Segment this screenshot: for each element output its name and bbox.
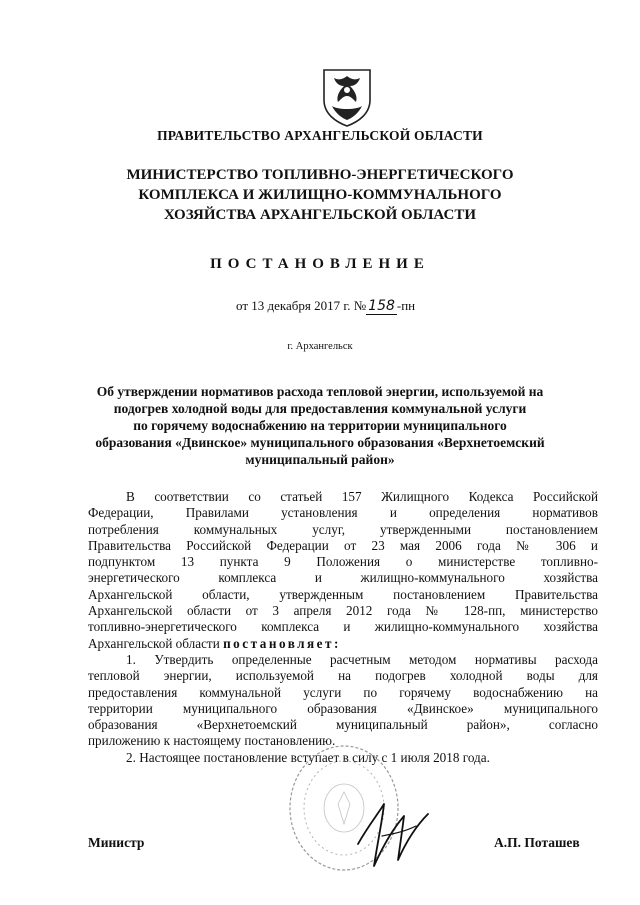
- preamble-line: Архангельской области, утвержденным постановлением Правительства: [88, 586, 598, 602]
- coat-of-arms-emblem: [318, 66, 376, 128]
- decree-heading: ПОСТАНОВЛЕНИЕ: [210, 256, 430, 272]
- preamble-line: энергетического комплекса и жилищно-коммунального хозяйства: [88, 570, 598, 586]
- decree-number: 158: [368, 298, 395, 314]
- item2-line: 2. Настоящее постановление вступает в силу с 1 июля 2018 года.: [126, 749, 490, 765]
- item1-line: территории муниципального образования «Двинское» муниципального: [88, 700, 598, 716]
- subject-line: муниципальный район»: [245, 452, 395, 467]
- preamble-line: В соответствии со статьей 157 Жилищного Кодекса Российской: [126, 489, 598, 504]
- ministry-title-line: ХОЗЯЙСТВА АРХАНГЕЛЬСКОЙ ОБЛАСТИ: [163, 207, 477, 223]
- item1-line: образования «Верхнетоемский муниципальный район», согласно: [88, 717, 598, 733]
- subject-line: Об утверждении нормативов расхода тепловой энергии, используемой на: [96, 384, 544, 399]
- subject-line: образования «Двинское» муниципального образования «Верхнетоемский: [95, 435, 545, 450]
- signatory-position: Министр: [88, 835, 145, 850]
- decree-city: г. Архангельск: [287, 341, 353, 352]
- item1-line: 1. Утвердить определенные расчетным методом нормативы расхода: [126, 651, 598, 667]
- item1-last-line: приложению к настоящему постановлению.: [88, 733, 336, 749]
- decree-body: [88, 489, 598, 766]
- preamble-last-line: [88, 636, 598, 652]
- subject-line: подогрев холодной воды для предоставления коммунальной услуги: [113, 401, 527, 416]
- decree-number-suffix: -пн: [396, 298, 416, 313]
- item1-line: тепловой энергии, используемой на подогрев холодной воды для: [88, 668, 598, 684]
- handwritten-signature: [352, 796, 432, 872]
- ministry-title: [0, 165, 640, 225]
- decree-date: от 13 декабря 2017 г. №: [236, 298, 367, 313]
- preamble-line: подпунктом 13 пункта 9 Положения о министерстве топливно-: [88, 554, 598, 570]
- preamble-line: потребления коммунальных услуг, утвержденными постановлением: [88, 521, 598, 537]
- item1-line: предоставления коммунальной услуги по горячему водоснабжению на: [88, 684, 598, 700]
- preamble-line: топливно-энергетического комплекса и жилищно-коммунального хозяйства: [88, 619, 598, 635]
- decree-subject: [0, 383, 640, 468]
- preamble-line: Федерации, Правилами установления и определения нормативов: [88, 505, 598, 521]
- signatory-name: А.П. Поташев: [494, 835, 580, 850]
- ministry-title-line: КОМПЛЕКСА И ЖИЛИЩНО-КОММУНАЛЬНОГО: [138, 187, 502, 203]
- preamble-line: Правительства Российской Федерации от 23 мая 2006 года № 306 и: [88, 537, 598, 553]
- preamble-last: Архангельской области: [88, 635, 220, 651]
- ministry-title-line: МИНИСТЕРСТВО ТОПЛИВНО-ЭНЕРГЕТИЧЕСКОГО: [126, 167, 514, 183]
- preamble-line: Архангельской области от 3 апреля 2012 года № 128-пп, министерство: [88, 603, 598, 619]
- resolves-word: постановляет:: [223, 635, 341, 651]
- decree-date-line: [236, 298, 496, 314]
- subject-line: по горячему водоснабжению на территории муниципального: [133, 418, 507, 433]
- government-title: ПРАВИТЕЛЬСТВО АРХАНГЕЛЬСКОЙ ОБЛАСТИ: [157, 128, 483, 143]
